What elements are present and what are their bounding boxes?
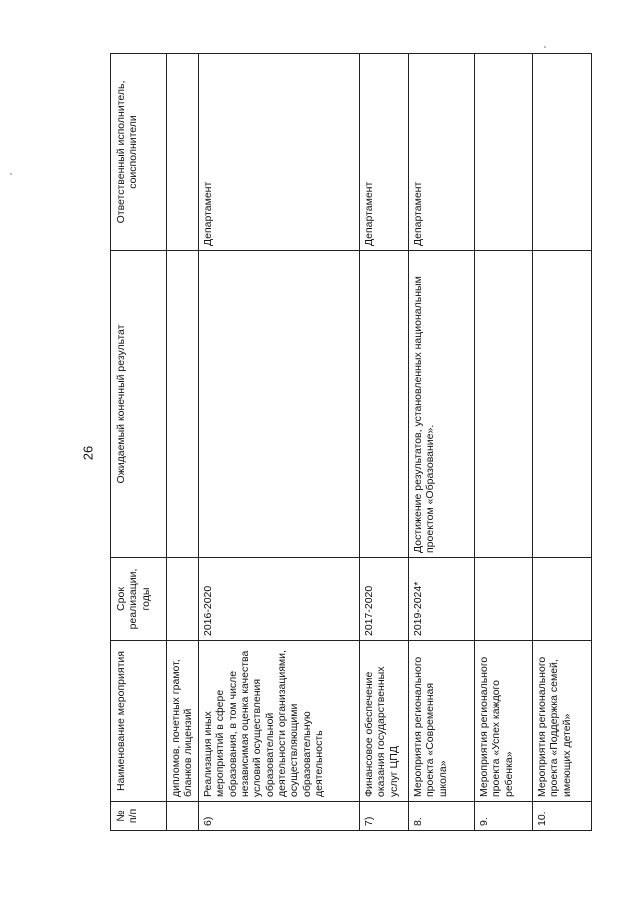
cell-responsible: Департамент: [408, 54, 474, 251]
cell-responsible: Департамент: [359, 54, 408, 251]
cell-num: 10.: [532, 802, 591, 831]
cell-term: [474, 558, 532, 641]
cell-responsible: [167, 54, 199, 251]
cell-term: 2016-2020: [198, 558, 359, 641]
scan-speck: [10, 173, 12, 175]
scan-speck: [544, 46, 546, 48]
cell-name: Финансовое обеспечение оказания государственных услуг ЦПД: [359, 641, 408, 802]
header-term: Срок реализации, годы: [111, 558, 167, 641]
cell-result: [532, 251, 591, 558]
table-row: [167, 54, 199, 831]
table-row: [198, 54, 359, 831]
cell-term: 2017-2020: [359, 558, 408, 641]
cell-term: [532, 558, 591, 641]
cell-num: 6): [198, 802, 359, 831]
cell-result: [198, 251, 359, 558]
cell-name: Мероприятия регионального проекта «Поддержка семей, имеющих детей»: [532, 641, 591, 802]
table-row: [474, 54, 532, 831]
header-result: Ожидаемый конечный результат: [111, 251, 167, 558]
cell-responsible: Департамент: [198, 54, 359, 251]
cell-result: [474, 251, 532, 558]
cell-num: [167, 802, 199, 831]
cell-name: Мероприятия регионального проекта «Успех каждого ребенка»: [474, 641, 532, 802]
cell-responsible: [532, 54, 591, 251]
page-number-text: 26: [80, 445, 96, 461]
cell-name: дипломов, почетных грамот, бланков лицензий: [167, 641, 199, 802]
table-header-row: [111, 54, 167, 831]
table-row: [532, 54, 591, 831]
cell-name: Мероприятия регионального проекта «Современная школа»: [408, 641, 474, 802]
table-row: [359, 54, 408, 831]
header-num: № п/п: [111, 802, 167, 831]
cell-term: [167, 558, 199, 641]
cell-result: [359, 251, 408, 558]
cell-term: 2019-2024*: [408, 558, 474, 641]
cell-responsible: [474, 54, 532, 251]
measures-table: [110, 53, 592, 831]
rotated-table-container: [110, 54, 583, 831]
cell-num: 8.: [408, 802, 474, 831]
cell-name: Реализация иных мероприятий в сфере образования, в том числе независимая оценка качества условий осуществления образовательной деятельности организациями, осуществляющими образовательную деятельность: [198, 641, 359, 802]
cell-result: Достижение результатов, установленных национальным проектом «Образование».: [408, 251, 474, 558]
cell-num: 7): [359, 802, 408, 831]
table-row: [408, 54, 474, 831]
cell-result: [167, 251, 199, 558]
header-name: Наименование мероприятия: [111, 641, 167, 802]
page-number: [78, 438, 98, 468]
cell-num: 9.: [474, 802, 532, 831]
header-responsible: Ответственный исполнитель, соисполнители: [111, 54, 167, 251]
